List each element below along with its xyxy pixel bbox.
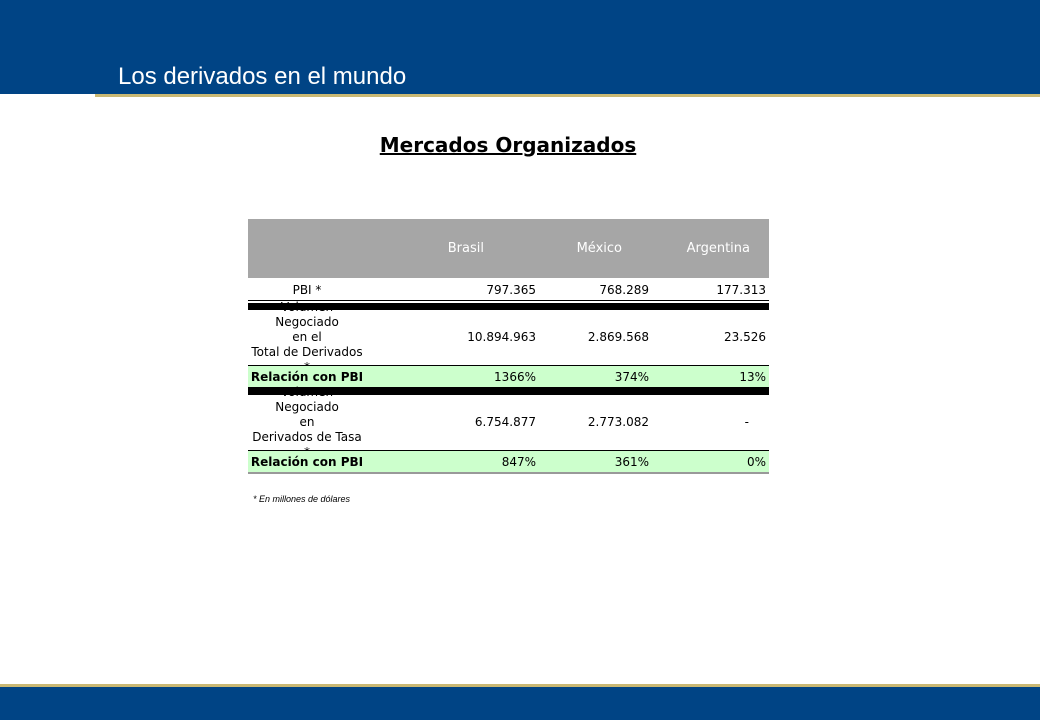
header-cell-empty xyxy=(248,219,366,278)
cell-mexico: 374% xyxy=(614,369,649,384)
header-gold-rule xyxy=(95,94,1040,97)
cell-brasil: 797.365 xyxy=(486,283,536,297)
cell-argentina: 177.313 xyxy=(716,283,766,297)
row-label: Relación con PBI xyxy=(250,369,364,384)
slide-title: Los derivados en el mundo xyxy=(118,63,407,90)
cell-mexico: 2.869.568 xyxy=(587,330,649,344)
cell-brasil: 847% xyxy=(501,454,536,469)
cell-mexico: 2.773.082 xyxy=(587,415,649,429)
header-cell-brasil: Brasil xyxy=(447,241,484,256)
table-header-row xyxy=(248,219,769,278)
row-label: Relación con PBI xyxy=(250,454,364,469)
row-label: Volumen Negociado en Derivados de Tasa xyxy=(252,384,362,444)
table-row-relation-pbi-rate xyxy=(248,450,769,474)
cell-argentina: 23.526 xyxy=(724,330,766,344)
slide-subtitle: Mercados Organizados xyxy=(379,133,637,157)
header-cell-argentina: Argentina xyxy=(686,241,750,256)
cell-mexico: 361% xyxy=(614,454,649,469)
header-cell-mexico: México xyxy=(576,241,622,256)
footnote: * En millones de dólares xyxy=(253,494,351,504)
cell-argentina: 0% xyxy=(746,454,766,469)
cell-argentina: 13% xyxy=(739,369,766,384)
cell-brasil: 10.894.963 xyxy=(467,330,536,344)
cell-brasil: 1366% xyxy=(494,369,536,384)
footer-bar xyxy=(0,687,1040,720)
row-label: PBI * xyxy=(292,283,322,297)
cell-mexico: 768.289 xyxy=(599,283,649,297)
table-row-volume-rate xyxy=(248,384,769,446)
table-row-volume-total xyxy=(248,299,769,361)
cell-brasil: 6.754.877 xyxy=(474,415,536,429)
table-row-pbi xyxy=(248,280,769,301)
cell-argentina: - xyxy=(744,415,749,429)
row-label: Volumen Negociado en el Total de Derivados xyxy=(251,299,363,359)
